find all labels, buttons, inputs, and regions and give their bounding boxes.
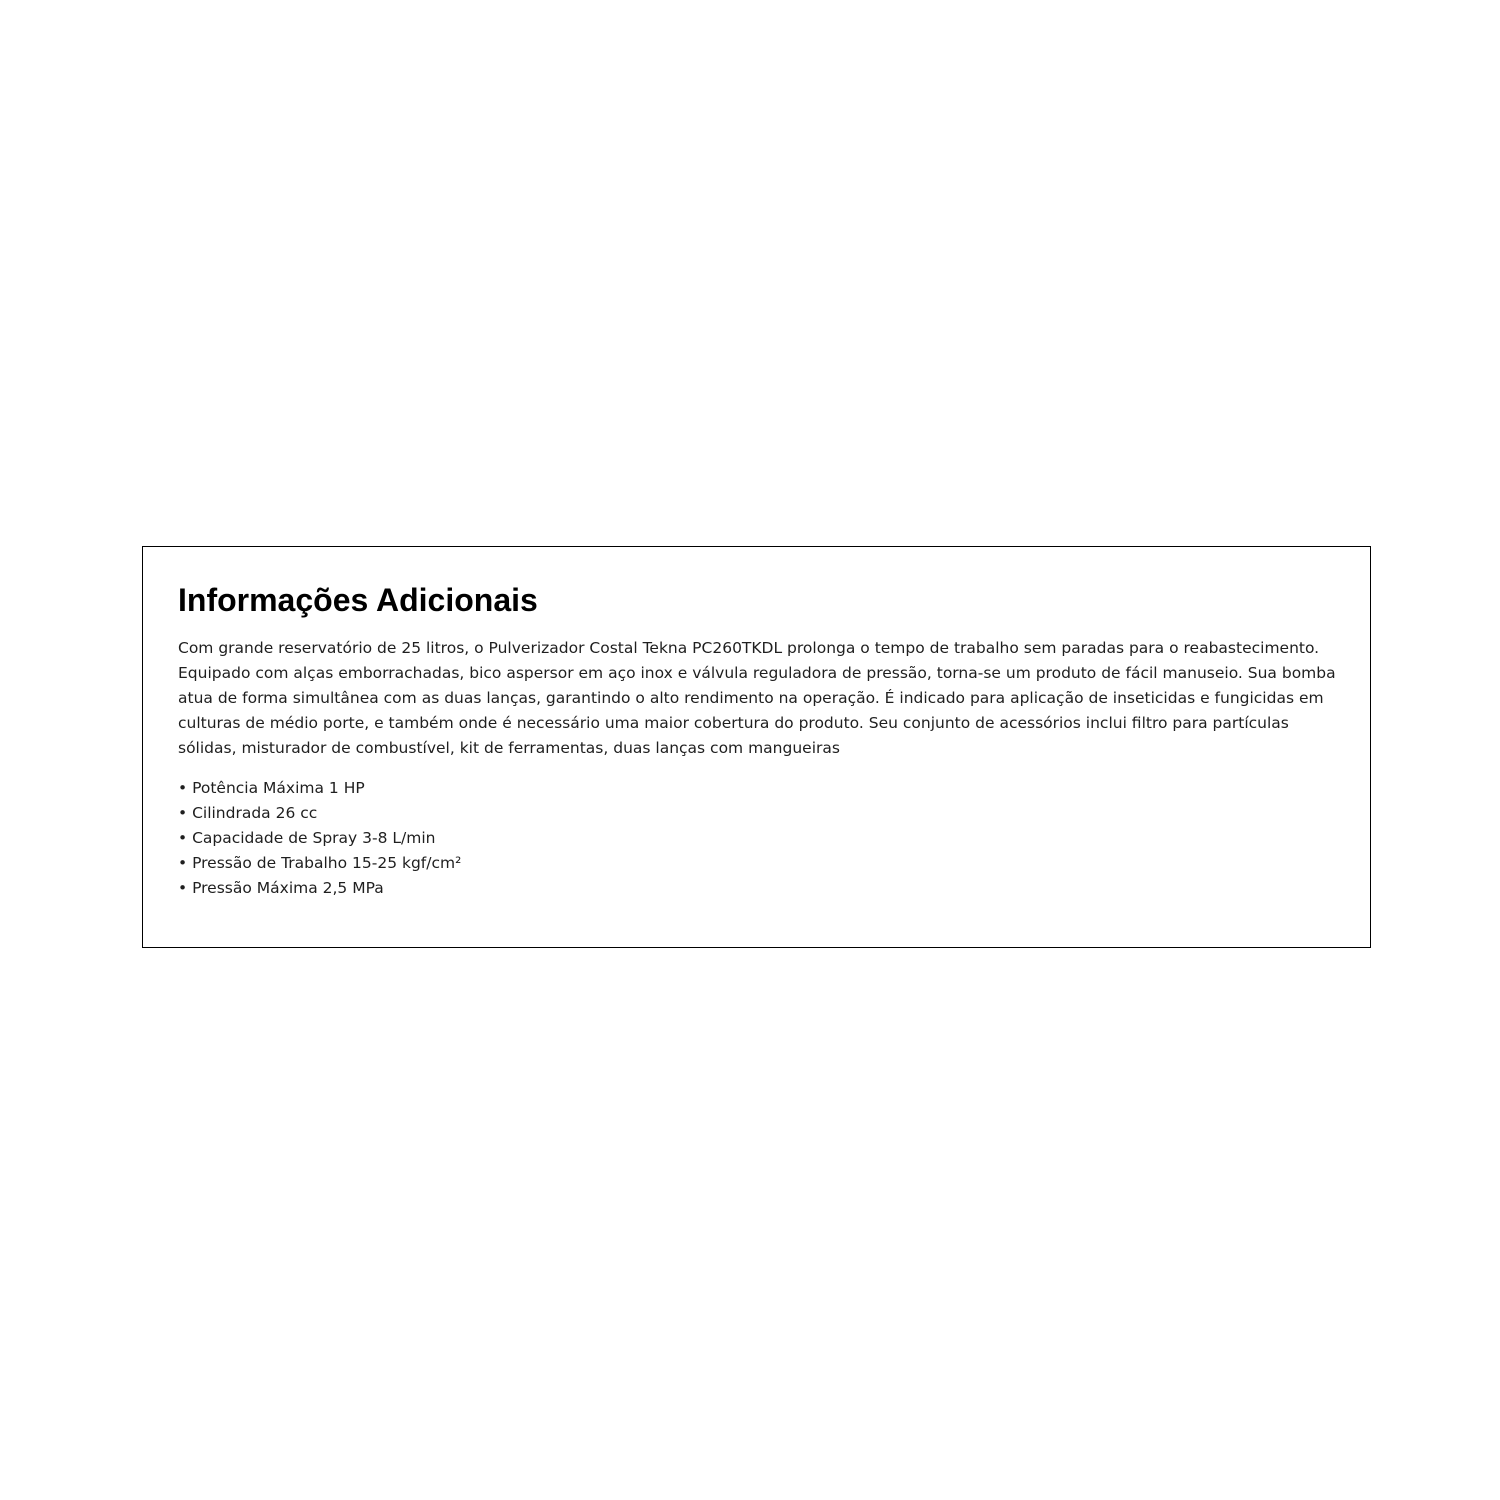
product-description: Com grande reservatório de 25 litros, o Pulverizador Costal Tekna PC260TKDL prolonga o tempo de trabalho sem paradas para o reabastecimento. Equipado com alças emborrachadas, bico aspersor em aço inox e válvula reguladora de pressão, torna-se um produto de fácil manuseio. Sua bomba atua de forma simultânea com as duas lanças, garantindo o alto rendimento na operação. É indicado para aplicação de inseticidas e fungicidas em culturas de médio porte, e também onde é necessário uma maior cobertura do produto. Seu conjunto de acessórios inclui filtro para partículas sólidas, misturador de combustível, kit de ferramentas, duas lanças com mangueiras [178, 639, 1336, 757]
section-title: Informações Adicionais [178, 582, 538, 618]
spec-item-working-pressure: • Pressão de Trabalho 15-25 kgf/cm² [178, 854, 462, 872]
additional-info-panel [142, 546, 1371, 948]
spec-item-displacement: • Cilindrada 26 cc [178, 804, 318, 822]
spec-item-max-pressure: • Pressão Máxima 2,5 MPa [178, 879, 384, 897]
spec-item-max-power: • Potência Máxima 1 HP [178, 779, 365, 797]
spec-list [178, 776, 1335, 901]
spec-item-spray-capacity: • Capacidade de Spray 3-8 L/min [178, 829, 436, 847]
